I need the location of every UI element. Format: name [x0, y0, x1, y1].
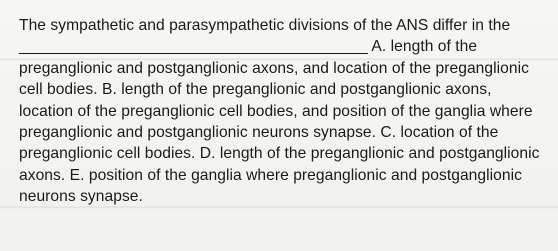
question-text: The sympathetic and parasympathetic divisions of the ANS differ in the ________________________________________ A. length of the preganglionic and postganglionic axons, and location of the preganglionic cell bodies. B. length of the preganglionic and postganglionic axons, location of the preganglionic cell bodies, and position of the ganglia where preganglionic and postganglionic neurons synapse. C. location of the preganglionic cell bodies. D. length of the preganglionic and postganglionic axons. E. position of the ganglia where preganglionic and postganglionic neurons synapse. — [19, 17, 540, 206]
